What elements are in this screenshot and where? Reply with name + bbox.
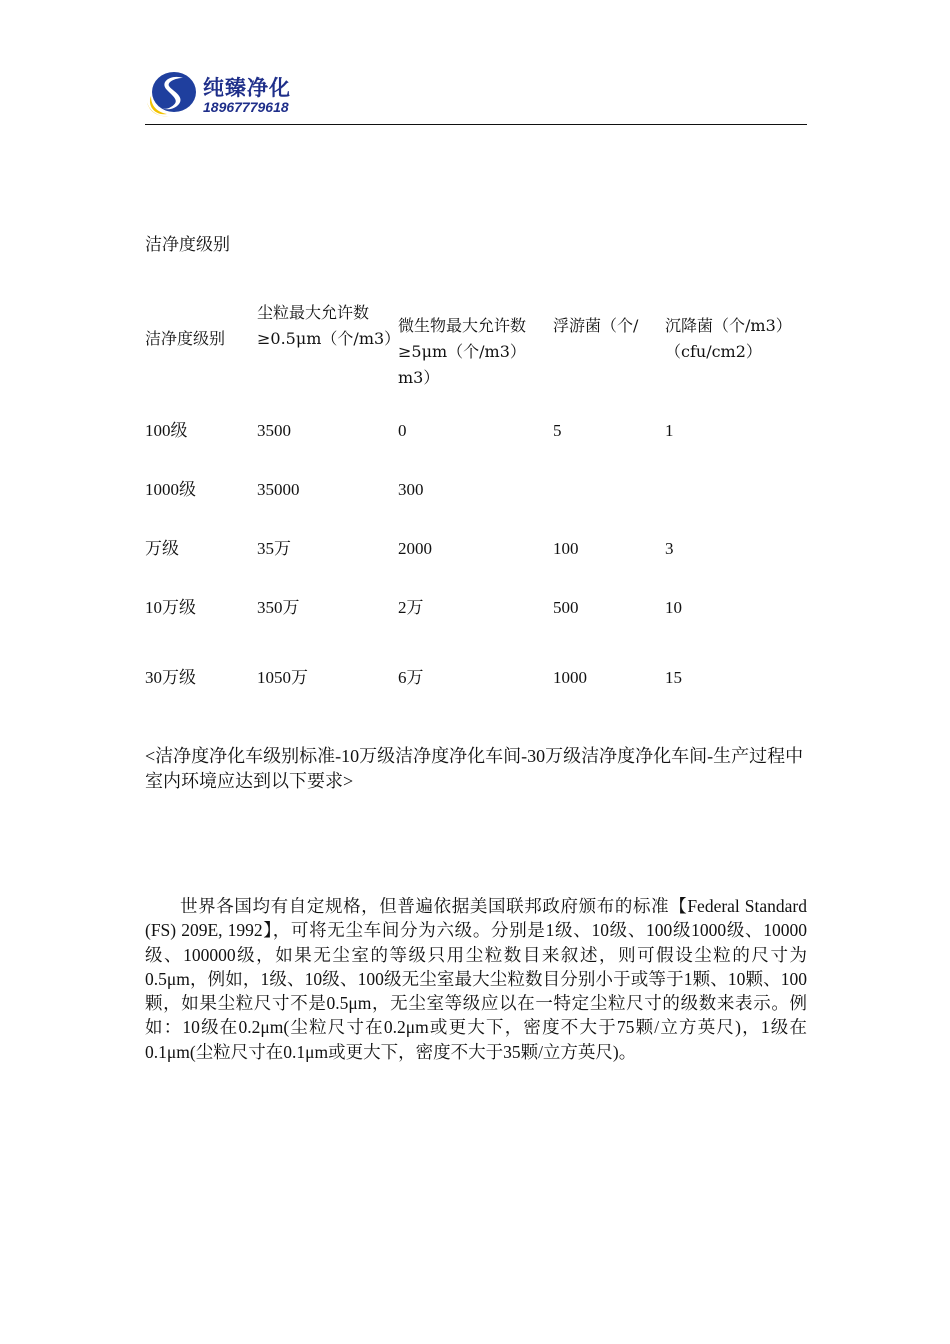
table-cell: 10万级: [145, 598, 196, 617]
brand-phone: 18967779618: [203, 99, 289, 115]
brand-name: 纯臻净化: [203, 76, 291, 100]
table-header-cell: 尘粒最大允许数≥0.5μm（个/m3）: [257, 303, 401, 348]
table-cell: 30万级: [145, 668, 196, 687]
table-cell: 万级: [145, 539, 179, 558]
table-cell: 5: [553, 421, 562, 440]
table-cell: 2万: [398, 598, 424, 617]
table-cell: 15: [665, 668, 682, 687]
table-cell: 1000级: [145, 480, 196, 499]
table-header-cell: 微生物最大允许数≥5μm（个/m3）m3）: [398, 316, 527, 387]
table-cell: 3: [665, 539, 674, 558]
table-header-cell: 洁净度级别: [145, 329, 226, 348]
table-cell: 35万: [257, 539, 291, 558]
table-cell: 100级: [145, 421, 188, 440]
table-cell: 35000: [257, 480, 300, 499]
table-cell: 500: [553, 598, 579, 617]
table-cell: 1: [665, 421, 674, 440]
company-logo-icon: [145, 68, 199, 120]
table-cell: 0: [398, 421, 407, 440]
table-cell: 2000: [398, 539, 432, 558]
table-cell: 1000: [553, 668, 587, 687]
table-header-cell: 沉降菌（个/m3）（cfu/cm2）: [665, 316, 792, 361]
section-title: 洁净度级别: [145, 235, 230, 254]
table-cell: 6万: [398, 668, 424, 687]
table-cell: 10: [665, 598, 682, 617]
table-cell: 300: [398, 480, 424, 499]
table-cell: 350万: [257, 598, 300, 617]
table-header-cell: 浮游菌（个/: [553, 316, 639, 335]
table-cell: 1050万: [257, 668, 308, 687]
table-cell: 100: [553, 539, 579, 558]
table-cell: 3500: [257, 421, 291, 440]
table-caption: <洁净度净化车级别标准-10万级洁净度净化车间-30万级洁净度净化车间-生产过程中室内环境应达到以下要求>: [145, 746, 804, 791]
page-header: [145, 64, 807, 125]
body-paragraph: 世界各国均有自定规格，但普遍依据美国联邦政府颁布的标准【Federal Standard (FS) 209E, 1992】，可将无尘车间分为六级。分别是1级、10级、100级1000级、10000级、100000级，如果无尘室的等级只用尘粒数目来叙述，则可假设尘粒的尺寸为0.5μm，例如，1级、10级、100级无尘室最大尘粒数目分别小于或等于1颗、10颗、100颗，如果尘粒尺寸不是0.5μm，无尘室等级应以在一特定尘粒尺寸的级数来表示。例如：10级在0.2μm(尘粒尺寸在0.2μm或更大下，密度不大于75颗/立方英尺)，1级在0.1μm(尘粒尺寸在0.1μm或更大下，密度不大于35颗/立方英尺)。: [145, 896, 807, 1062]
